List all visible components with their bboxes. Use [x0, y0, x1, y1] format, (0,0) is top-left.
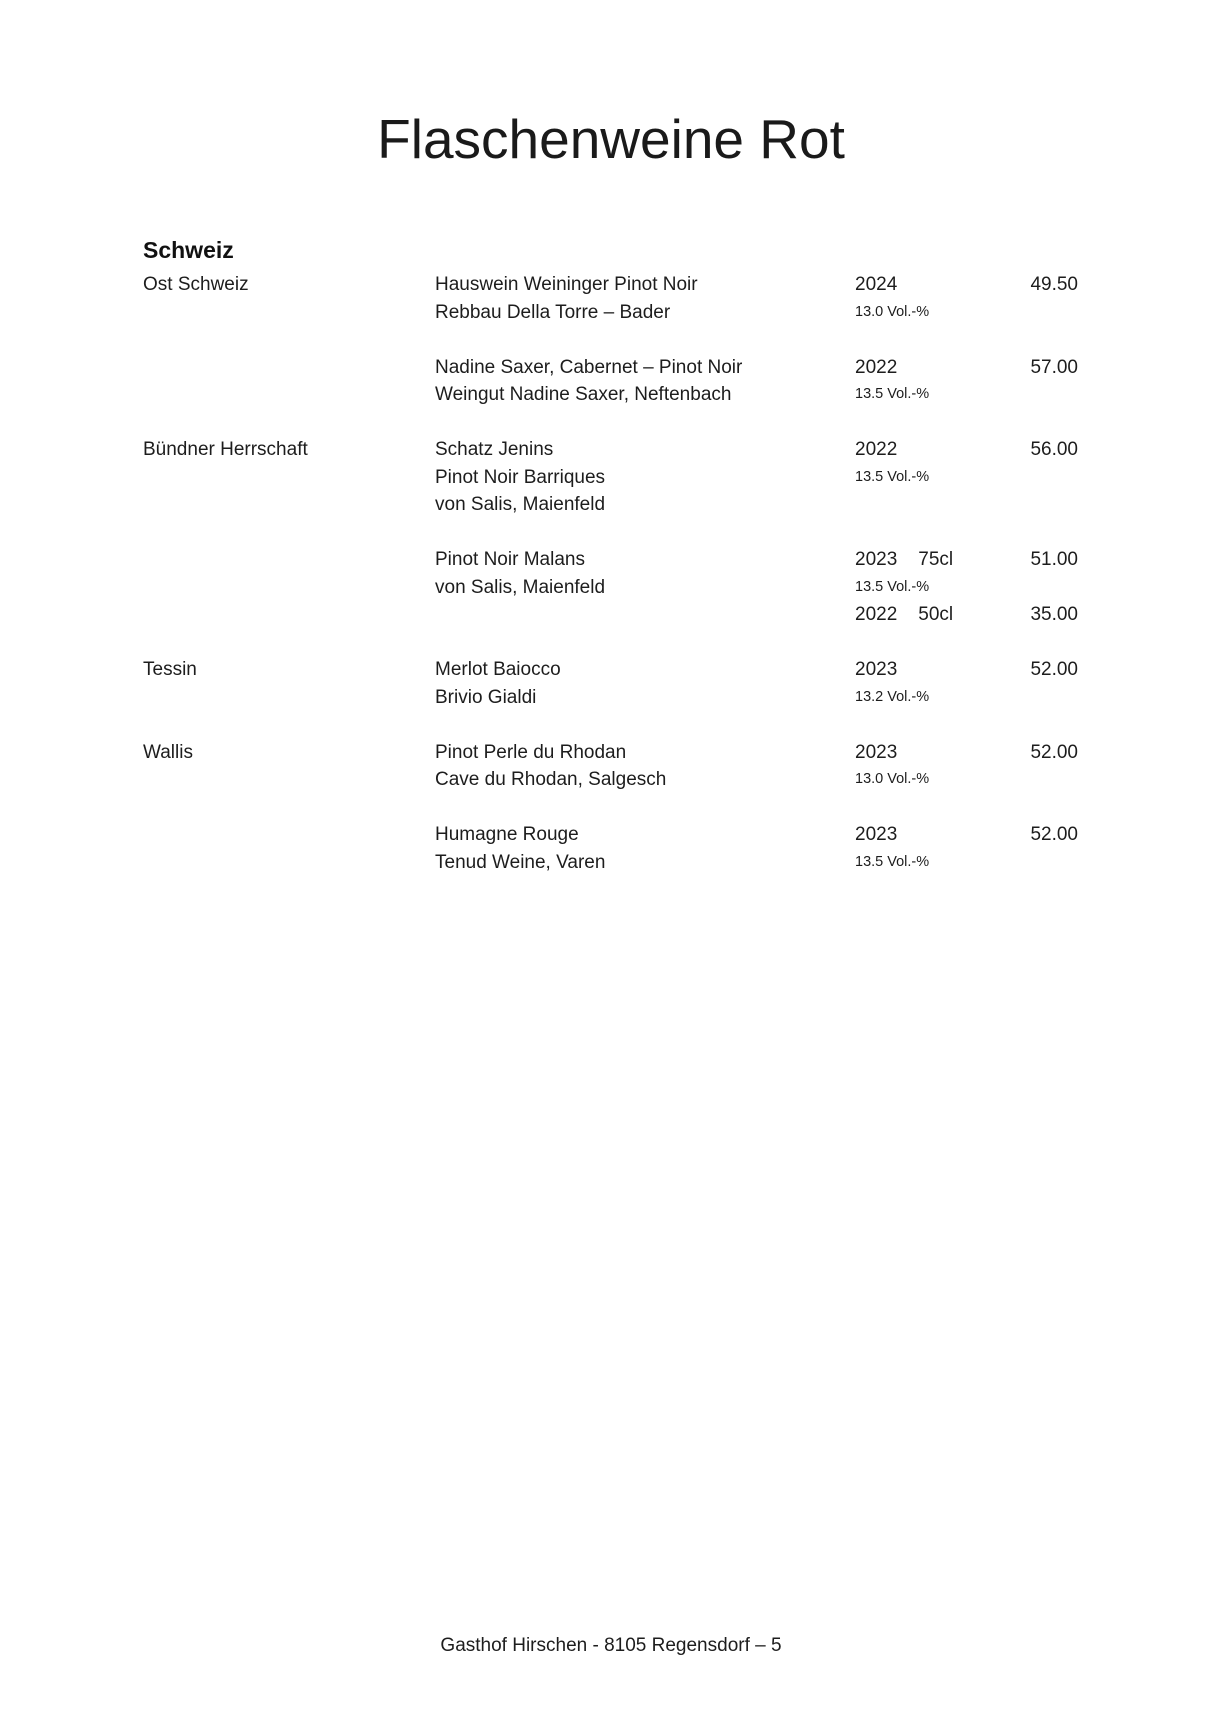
vintage-info [855, 821, 1023, 876]
region-label: Ost Schweiz [143, 274, 249, 295]
alcohol-content: 13.0 Vol.-% [855, 303, 930, 320]
section-heading-schweiz: Schweiz [143, 237, 234, 263]
price-value: 49.50 [1030, 274, 1078, 295]
wine-name-line: Pinot Noir Malans [435, 549, 585, 570]
vintage-info [855, 354, 1023, 409]
region-label: Tessin [143, 659, 197, 680]
price-value: 52.00 [1030, 824, 1078, 845]
wine-producer-line: Cave du Rhodan, Salgesch [435, 769, 667, 790]
page-title: Flaschenweine Rot [377, 108, 845, 170]
vintage-line-second [855, 601, 1023, 629]
vintage-line [855, 436, 1023, 464]
price-value-second: 35.00 [1030, 604, 1078, 625]
vintage-year: 2022 [855, 356, 898, 378]
price-value: 57.00 [1030, 356, 1078, 378]
region-label [143, 821, 435, 876]
alcohol-content: 13.2 Vol.-% [855, 688, 930, 705]
region-label: Wallis [143, 741, 193, 763]
alcohol-content: 13.5 Vol.-% [855, 468, 930, 485]
price [1023, 354, 1078, 409]
price-value: 56.00 [1030, 439, 1078, 460]
vintage-line [855, 821, 1023, 849]
wine-list [143, 235, 1078, 876]
wine-name-line: Schatz Jenins [435, 439, 554, 460]
wine-name [435, 821, 855, 876]
wine-name [435, 354, 855, 409]
wine-name-line: Nadine Saxer, Cabernet – Pinot Noir [435, 356, 743, 378]
vintage-line [855, 739, 1023, 767]
wine-name [435, 546, 855, 629]
vintage-year: 2023 [855, 824, 898, 845]
alcohol-content: 13.5 Vol.-% [855, 386, 930, 402]
wine-producer-line: Rebbau Della Torre – Bader [435, 301, 671, 323]
wine-rows [143, 271, 1078, 876]
price-value: 52.00 [1030, 659, 1078, 680]
price [1023, 739, 1078, 794]
wine-producer-line: Weingut Nadine Saxer, Neftenbach [435, 384, 732, 405]
wine-producer-line: Tenud Weine, Varen [435, 851, 606, 873]
vintage-line [855, 354, 1023, 382]
wine-name-line: Merlot Baiocco [435, 659, 561, 680]
wine-entry [143, 546, 1078, 629]
vintage-info [855, 271, 1023, 326]
region-label: Bündner Herrschaft [143, 439, 308, 460]
vintage-year: 2023 [855, 659, 898, 680]
price-value: 51.00 [1030, 549, 1078, 570]
price [1023, 656, 1078, 711]
price-spacer [1023, 574, 1078, 602]
vintage-year-second: 2022 [855, 604, 898, 625]
page-footer: Gasthof Hirschen - 8105 Regensdorf – 5 [440, 1635, 782, 1656]
wine-producer-line: Brivio Gialdi [435, 686, 537, 708]
price-value: 52.00 [1030, 741, 1078, 763]
vintage-line [855, 656, 1023, 684]
vintage-info [855, 739, 1023, 794]
wine-name [435, 436, 855, 519]
alcohol-content: 13.5 Vol.-% [855, 853, 930, 870]
vintage-line [855, 546, 1023, 574]
price [1023, 821, 1078, 876]
wine-entry [143, 656, 1078, 711]
price [1023, 436, 1078, 519]
vintage-info [855, 436, 1023, 519]
vintage-info [855, 546, 1023, 629]
wine-name-line: Hauswein Weininger Pinot Noir [435, 274, 698, 295]
vintage-year: 2024 [855, 274, 898, 295]
alcohol-content: 13.0 Vol.-% [855, 771, 930, 787]
bottle-size: 75cl [918, 549, 954, 570]
wine-name-line: Pinot Noir Barriques [435, 466, 606, 488]
wine-entry [143, 354, 1078, 409]
vintage-info [855, 656, 1023, 711]
price [1023, 271, 1078, 326]
alcohol-content: 13.5 Vol.-% [855, 578, 930, 595]
bottle-size-second: 50cl [918, 604, 954, 625]
price [1023, 546, 1078, 629]
wine-entry [143, 739, 1078, 794]
wine-entry [143, 436, 1078, 519]
vintage-line [855, 271, 1023, 299]
wine-name [435, 739, 855, 794]
wine-name-line: Pinot Perle du Rhodan [435, 741, 627, 763]
vintage-year: 2023 [855, 741, 898, 763]
wine-name [435, 656, 855, 711]
wine-name-line: Humagne Rouge [435, 824, 579, 845]
wine-producer-line: von Salis, Maienfeld [435, 494, 606, 515]
region-label [143, 354, 435, 409]
wine-entry [143, 271, 1078, 326]
wine-name [435, 271, 855, 326]
vintage-year: 2022 [855, 439, 898, 460]
vintage-year: 2023 [855, 549, 898, 570]
wine-entry [143, 821, 1078, 876]
region-label [143, 546, 435, 629]
wine-producer-line: von Salis, Maienfeld [435, 576, 606, 598]
